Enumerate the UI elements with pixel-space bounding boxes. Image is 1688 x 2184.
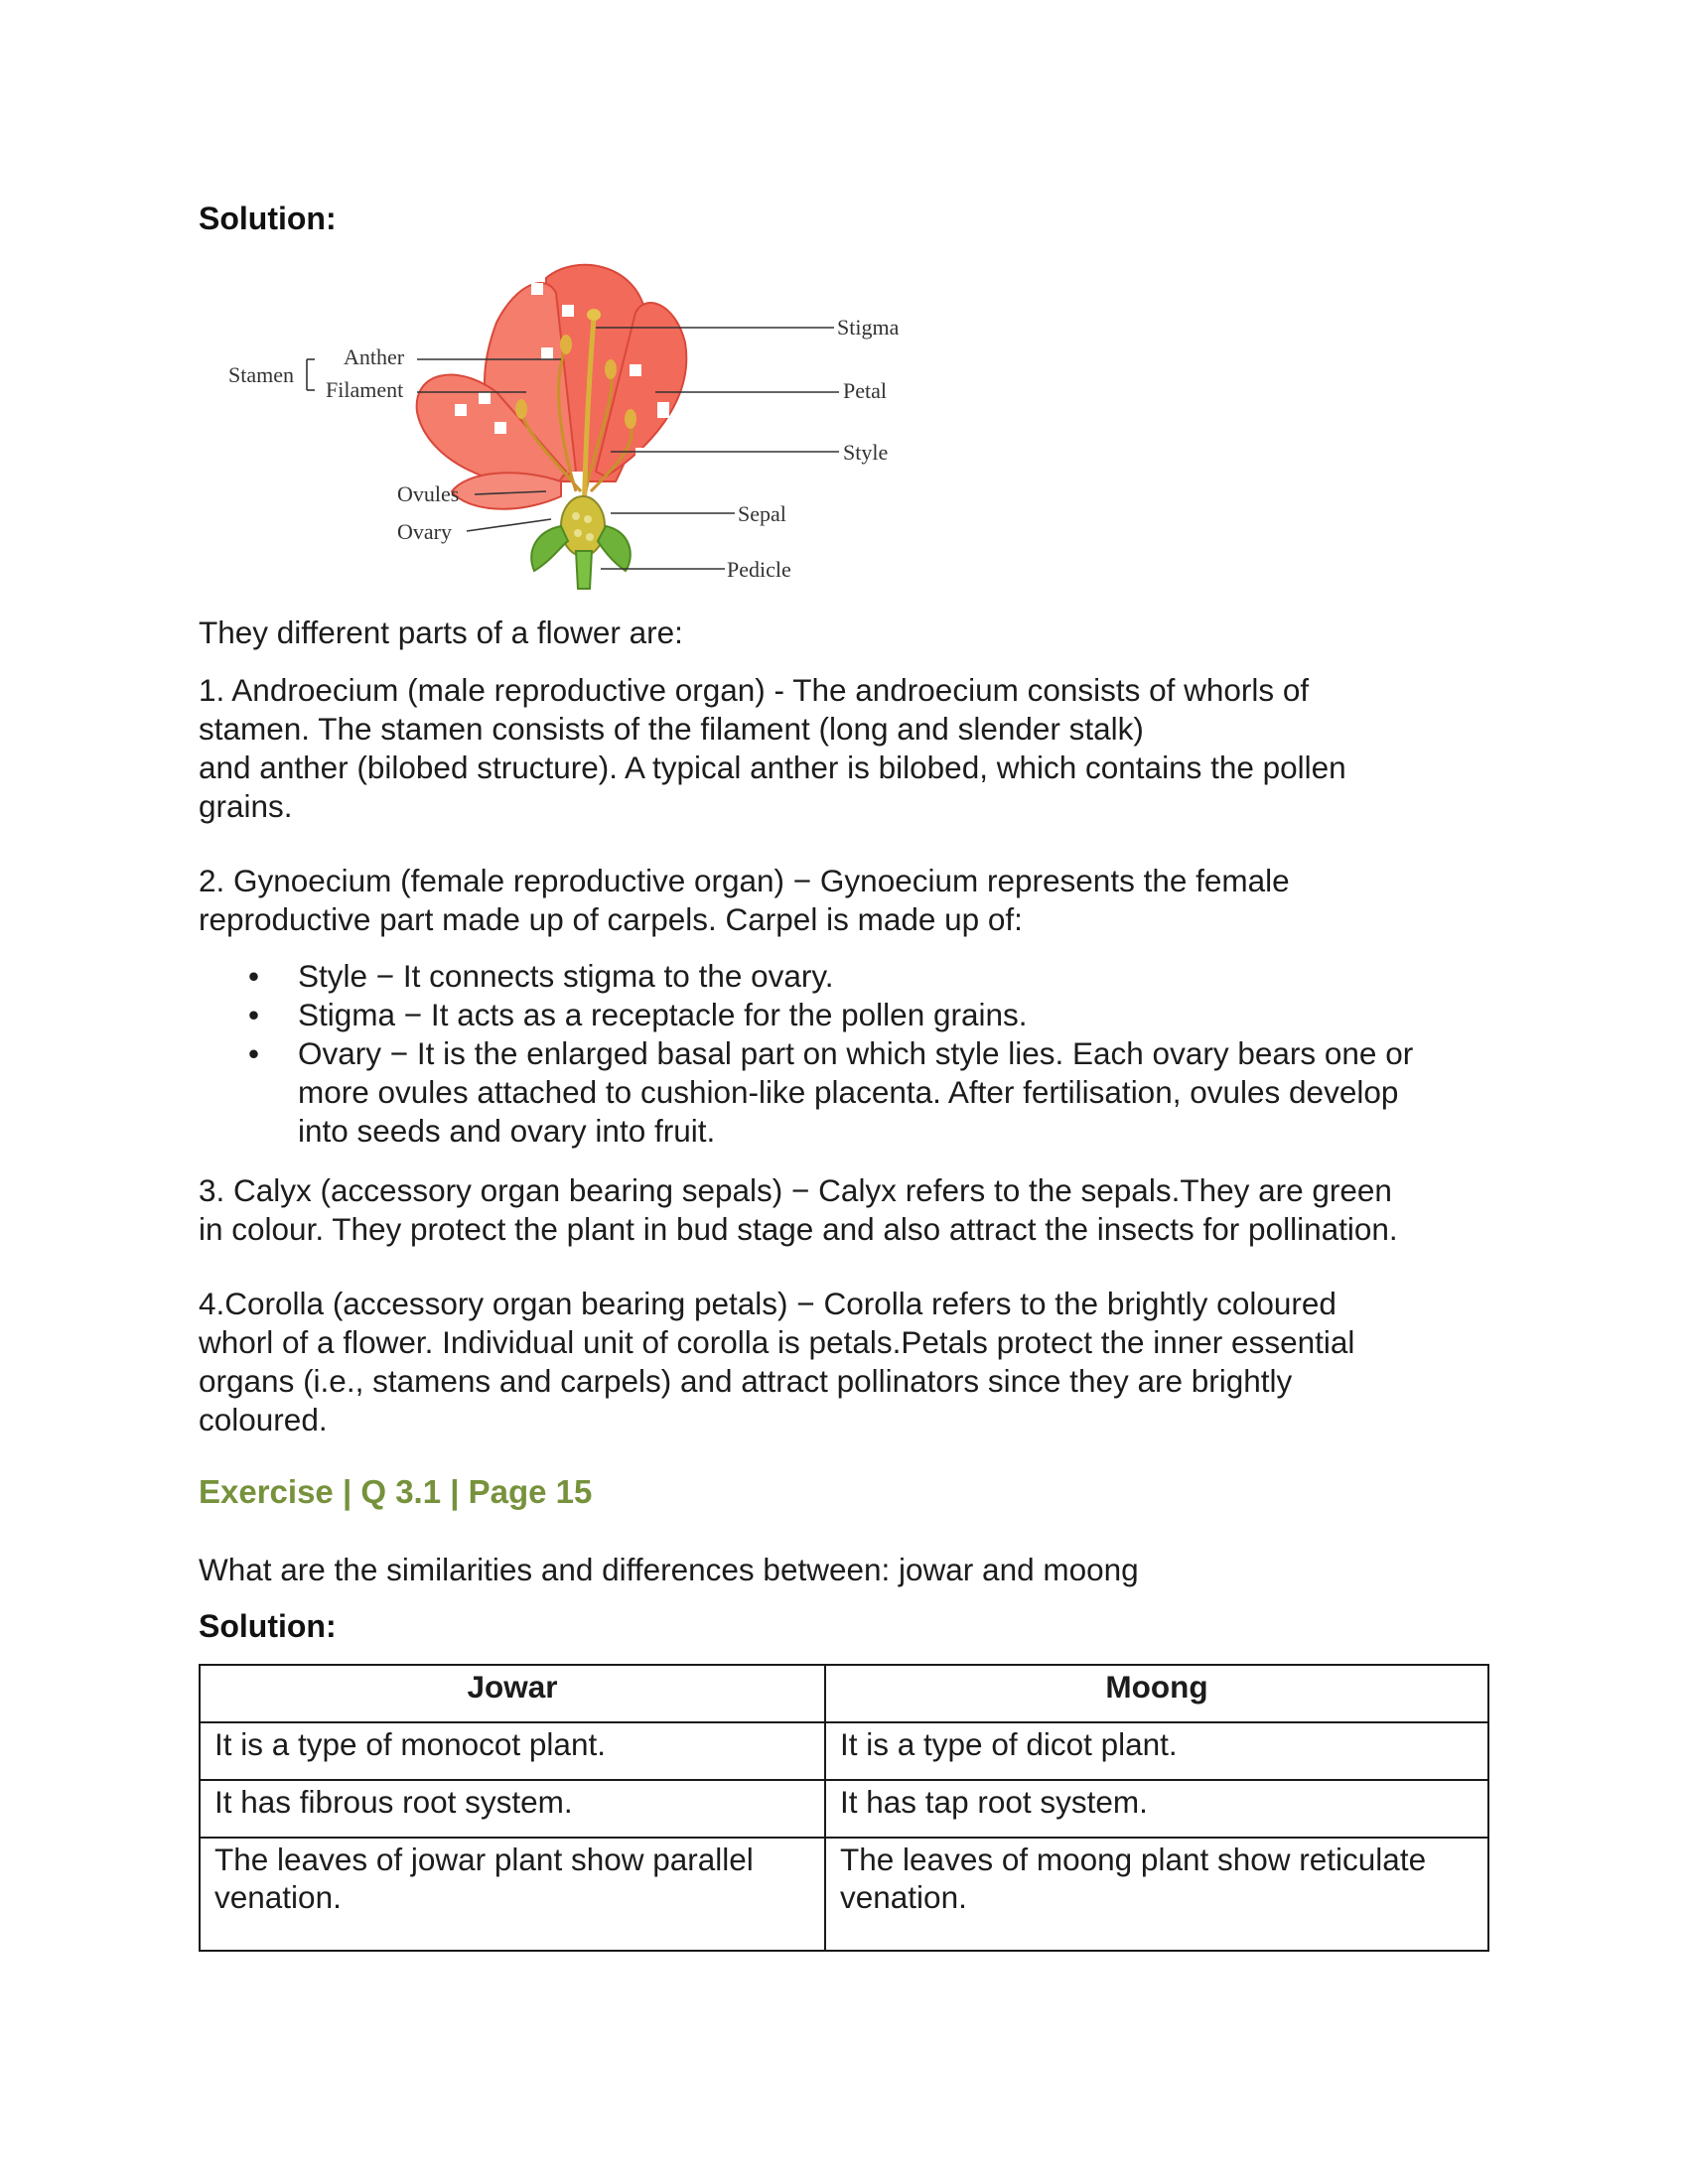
text-line: 2. Gynoecium (female reproductive organ) − Gynoecium represents the female [199,863,1290,898]
paragraph-androecium [199,671,1499,826]
text-line: whorl of a flower. Individual unit of corolla is petals.Petals protect the inner essential [199,1324,1355,1360]
table-row [200,1722,1488,1780]
label-ovary: Ovary [397,519,452,544]
list-item [199,1034,1499,1151]
intro-text: They different parts of a flower are: [199,614,683,650]
label-stigma: Stigma [837,315,900,340]
text-line: reproductive part made up of carpels. Carpel is made up of: [199,901,1023,937]
solution-heading-2: Solution: [199,1608,337,1644]
table-cell: It has tap root system. [825,1780,1488,1838]
label-stamen: Stamen [228,362,294,387]
solution-heading: Solution: [199,201,337,236]
flower-diagram [218,253,933,596]
text-line: in colour. They protect the plant in bud stage and also attract the insects for pollination. [199,1211,1398,1247]
label-ovules: Ovules [397,481,460,506]
bullet-dot: • [248,1035,260,1071]
text-line: coloured. [199,1402,328,1437]
table-cell: The leaves of moong plant show reticulate venation. [825,1838,1488,1951]
text-line: organs (i.e., stamens and carpels) and attract pollinators since they are brightly [199,1363,1293,1399]
text-line: 1. Androecium (male reproductive organ) - The androecium consists of whorls of [199,672,1310,708]
table-cell: It is a type of dicot plant. [825,1722,1488,1780]
carpel-parts-list [199,957,1499,1151]
paragraph-corolla [199,1285,1499,1439]
text-line: Stigma − It acts as a receptacle for the pollen grains. [298,997,1028,1032]
table-cell: It has fibrous root system. [200,1780,825,1838]
text-line: into seeds and ovary into fruit. [298,1113,716,1149]
list-item [199,996,1499,1034]
text-line: and anther (bilobed structure). A typical anther is bilobed, which contains the pollen [199,750,1346,785]
text-line: 3. Calyx (accessory organ bearing sepals) − Calyx refers to the sepals.They are green [199,1172,1392,1208]
label-pedicle: Pedicle [727,557,791,582]
table-header-row [200,1665,1488,1722]
column-header-moong: Moong [825,1665,1488,1722]
text-line: stamen. The stamen consists of the filament (long and slender stalk) [199,711,1144,747]
text-line: Ovary − It is the enlarged basal part on which style lies. Each ovary bears one or [298,1035,1414,1071]
text-line: more ovules attached to cushion-like placenta. After fertilisation, ovules develop [298,1074,1399,1110]
label-style: Style [843,440,889,465]
text-line: grains. [199,788,293,824]
bullet-dot: • [248,958,260,994]
paragraph-calyx [199,1171,1499,1249]
exercise-link[interactable]: Exercise | Q 3.1 | Page 15 [199,1473,593,1510]
question-text: What are the similarities and differences between: jowar and moong [199,1552,1139,1587]
label-sepal: Sepal [738,501,786,526]
table-row [200,1838,1488,1951]
text-line: 4.Corolla (accessory organ bearing petals) − Corolla refers to the brightly coloured [199,1286,1336,1321]
table-cell: The leaves of jowar plant show parallel venation. [200,1838,825,1951]
label-petal: Petal [843,378,887,403]
flower-illustration [417,265,687,589]
comparison-table [199,1664,1489,1952]
list-item [199,957,1499,996]
table-row [200,1780,1488,1838]
label-anther: Anther [344,344,405,369]
column-header-jowar: Jowar [200,1665,825,1722]
label-filament: Filament [326,377,404,402]
paragraph-gynoecium [199,862,1499,939]
text-line: Style − It connects stigma to the ovary. [298,958,834,994]
bullet-dot: • [248,997,260,1032]
table-cell: It is a type of monocot plant. [200,1722,825,1780]
